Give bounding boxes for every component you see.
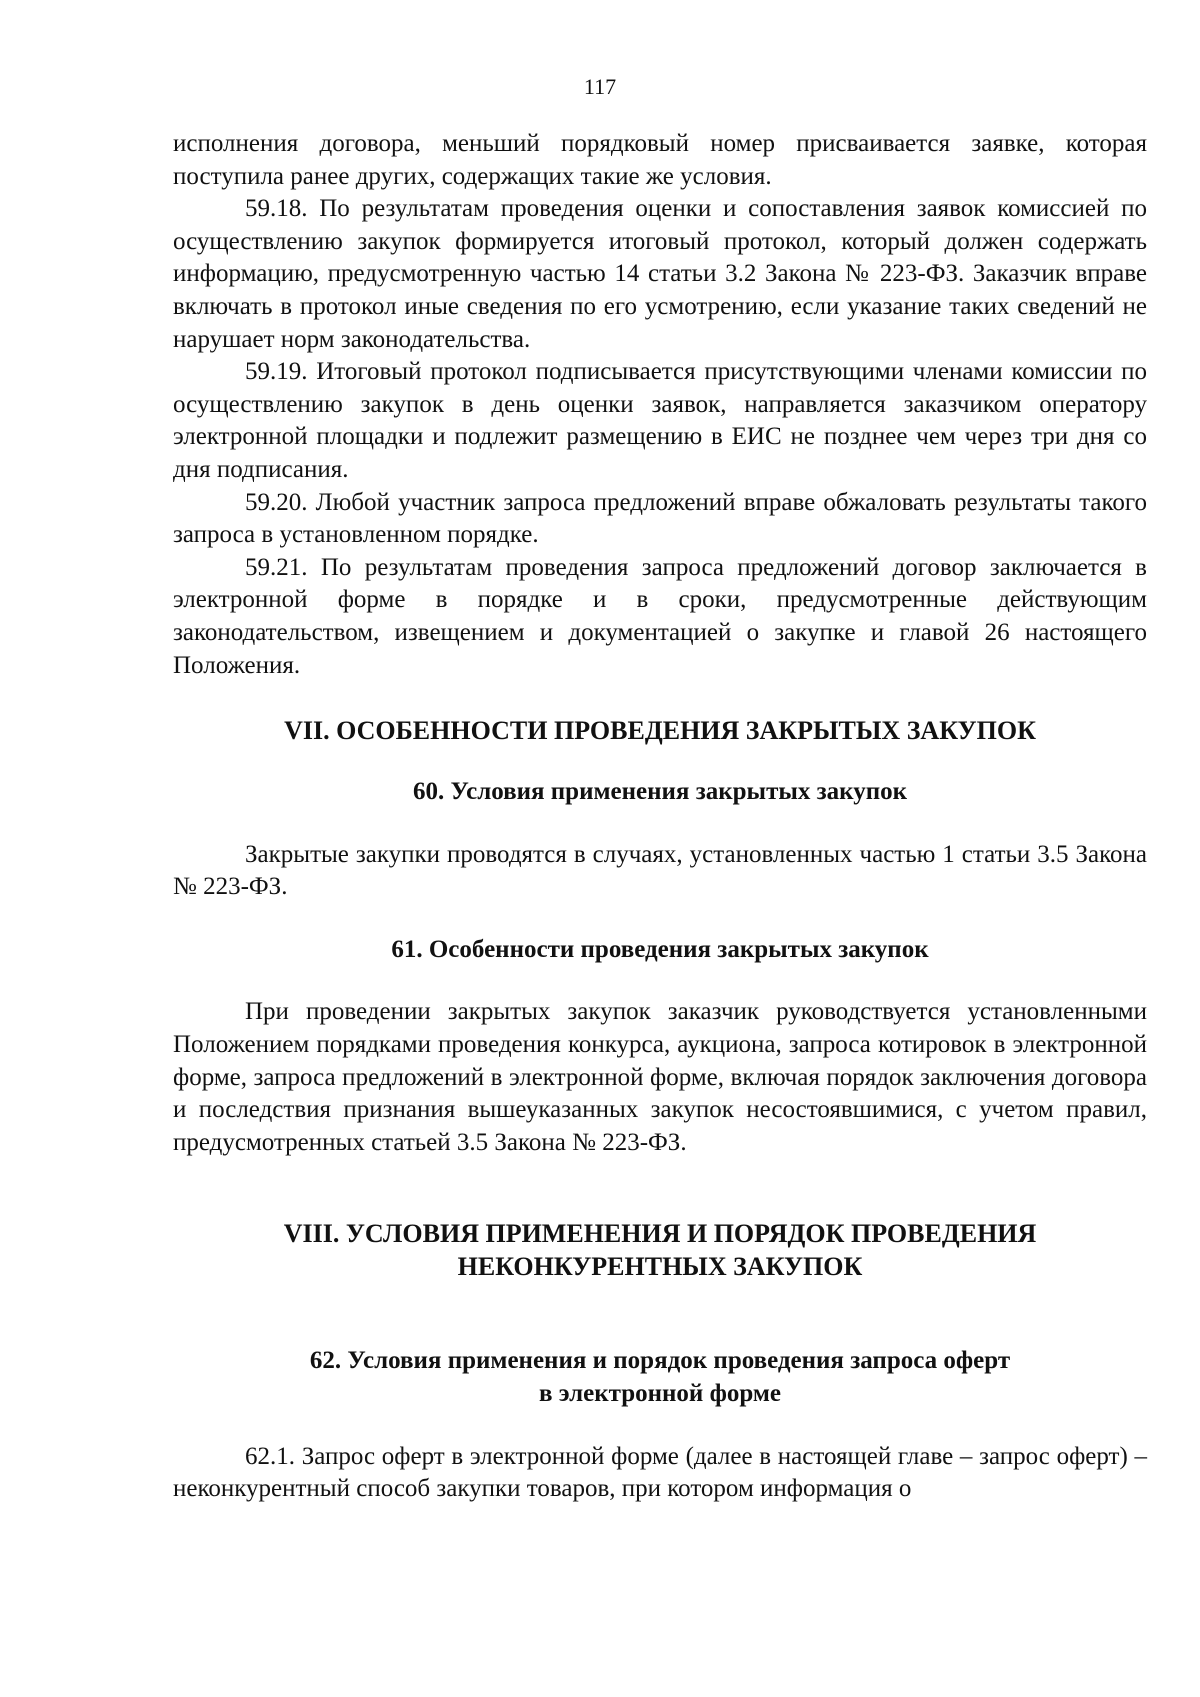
subsection-62-title <box>173 1345 1147 1410</box>
paragraph-59-18: 59.18. По результатам проведения оценки и сопоставления заявок комиссией по осуществлению закупок формируется итоговый протокол, который должен содержать информацию, предусмотренную частью 14 статьи 3.2 Закона № 223-ФЗ. Заказчик вправе включать в протокол иные сведения по его усмотрению, если указание таких сведений не нарушает норм законодательства. <box>173 195 1147 353</box>
section-vii-title: VII. ОСОБЕННОСТИ ПРОВЕДЕНИЯ ЗАКРЫТЫХ ЗАКУПОК <box>284 716 1036 746</box>
section-viii-title-line2: НЕКОНКУРЕНТНЫХ ЗАКУПОК <box>457 1252 863 1282</box>
paragraph-59-21: 59.21. По результатам проведения запроса предложений договор заключается в электронной форме в порядке и в сроки, предусмотренные действующим законодательством, извещением и документацией о закупке и главой 26 настоящего Положения. <box>173 553 1147 679</box>
document-body <box>173 128 1147 1506</box>
page-number: 117 <box>583 74 617 99</box>
subsection-61-title: 61. Особенности проведения закрытых закупок <box>391 935 929 963</box>
paragraph-60: Закрытые закупки проводятся в случаях, установленных частью 1 статьи 3.5 Закона № 223-ФЗ. <box>173 840 1147 901</box>
paragraph-59-19: 59.19. Итоговый протокол подписывается присутствующими членами комиссии по осуществлению закупок в день оценки заявок, направляется заказчиком оператору электронной площадки и подлежит размещению в ЕИС не позднее чем через три дня со дня подписания. <box>173 358 1147 483</box>
paragraph-62-1: 62.1. Запрос оферт в электронной форме (далее в настоящей главе – запрос оферт) – неконкурентный способ закупки товаров, при котором информация о <box>173 1442 1147 1503</box>
paragraph-continuation: исполнения договора, меньший порядковый номер присваивается заявке, которая поступила ранее других, содержащих такие же условия. <box>173 130 1147 190</box>
subsection-62-title-line1: 62. Условия применения и порядок проведения запроса оферт <box>309 1347 1011 1375</box>
subsection-62-title-line2: в электронной форме <box>538 1380 782 1408</box>
paragraph-59-20: 59.20. Любой участник запроса предложений вправе обжаловать результаты такого запроса в установленном порядке. <box>173 488 1147 549</box>
paragraph-61: При проведении закрытых закупок заказчик руководствуется установленными Положением порядками проведения конкурса, аукциона, запроса котировок в электронной форме, запроса предложений в электронной форме, включая порядок заключения договора и последствия признания вышеуказанных закупок несостоявшимися, с учетом правил, предусмотренных статьей 3.5 Закона № 223-ФЗ. <box>173 998 1147 1156</box>
subsection-60-title: 60. Условия применения закрытых закупок <box>412 778 908 806</box>
section-viii-title-line1: VIII. УСЛОВИЯ ПРИМЕНЕНИЯ И ПОРЯДОК ПРОВЕДЕНИЯ <box>283 1219 1037 1249</box>
section-viii-title <box>173 1217 1147 1283</box>
